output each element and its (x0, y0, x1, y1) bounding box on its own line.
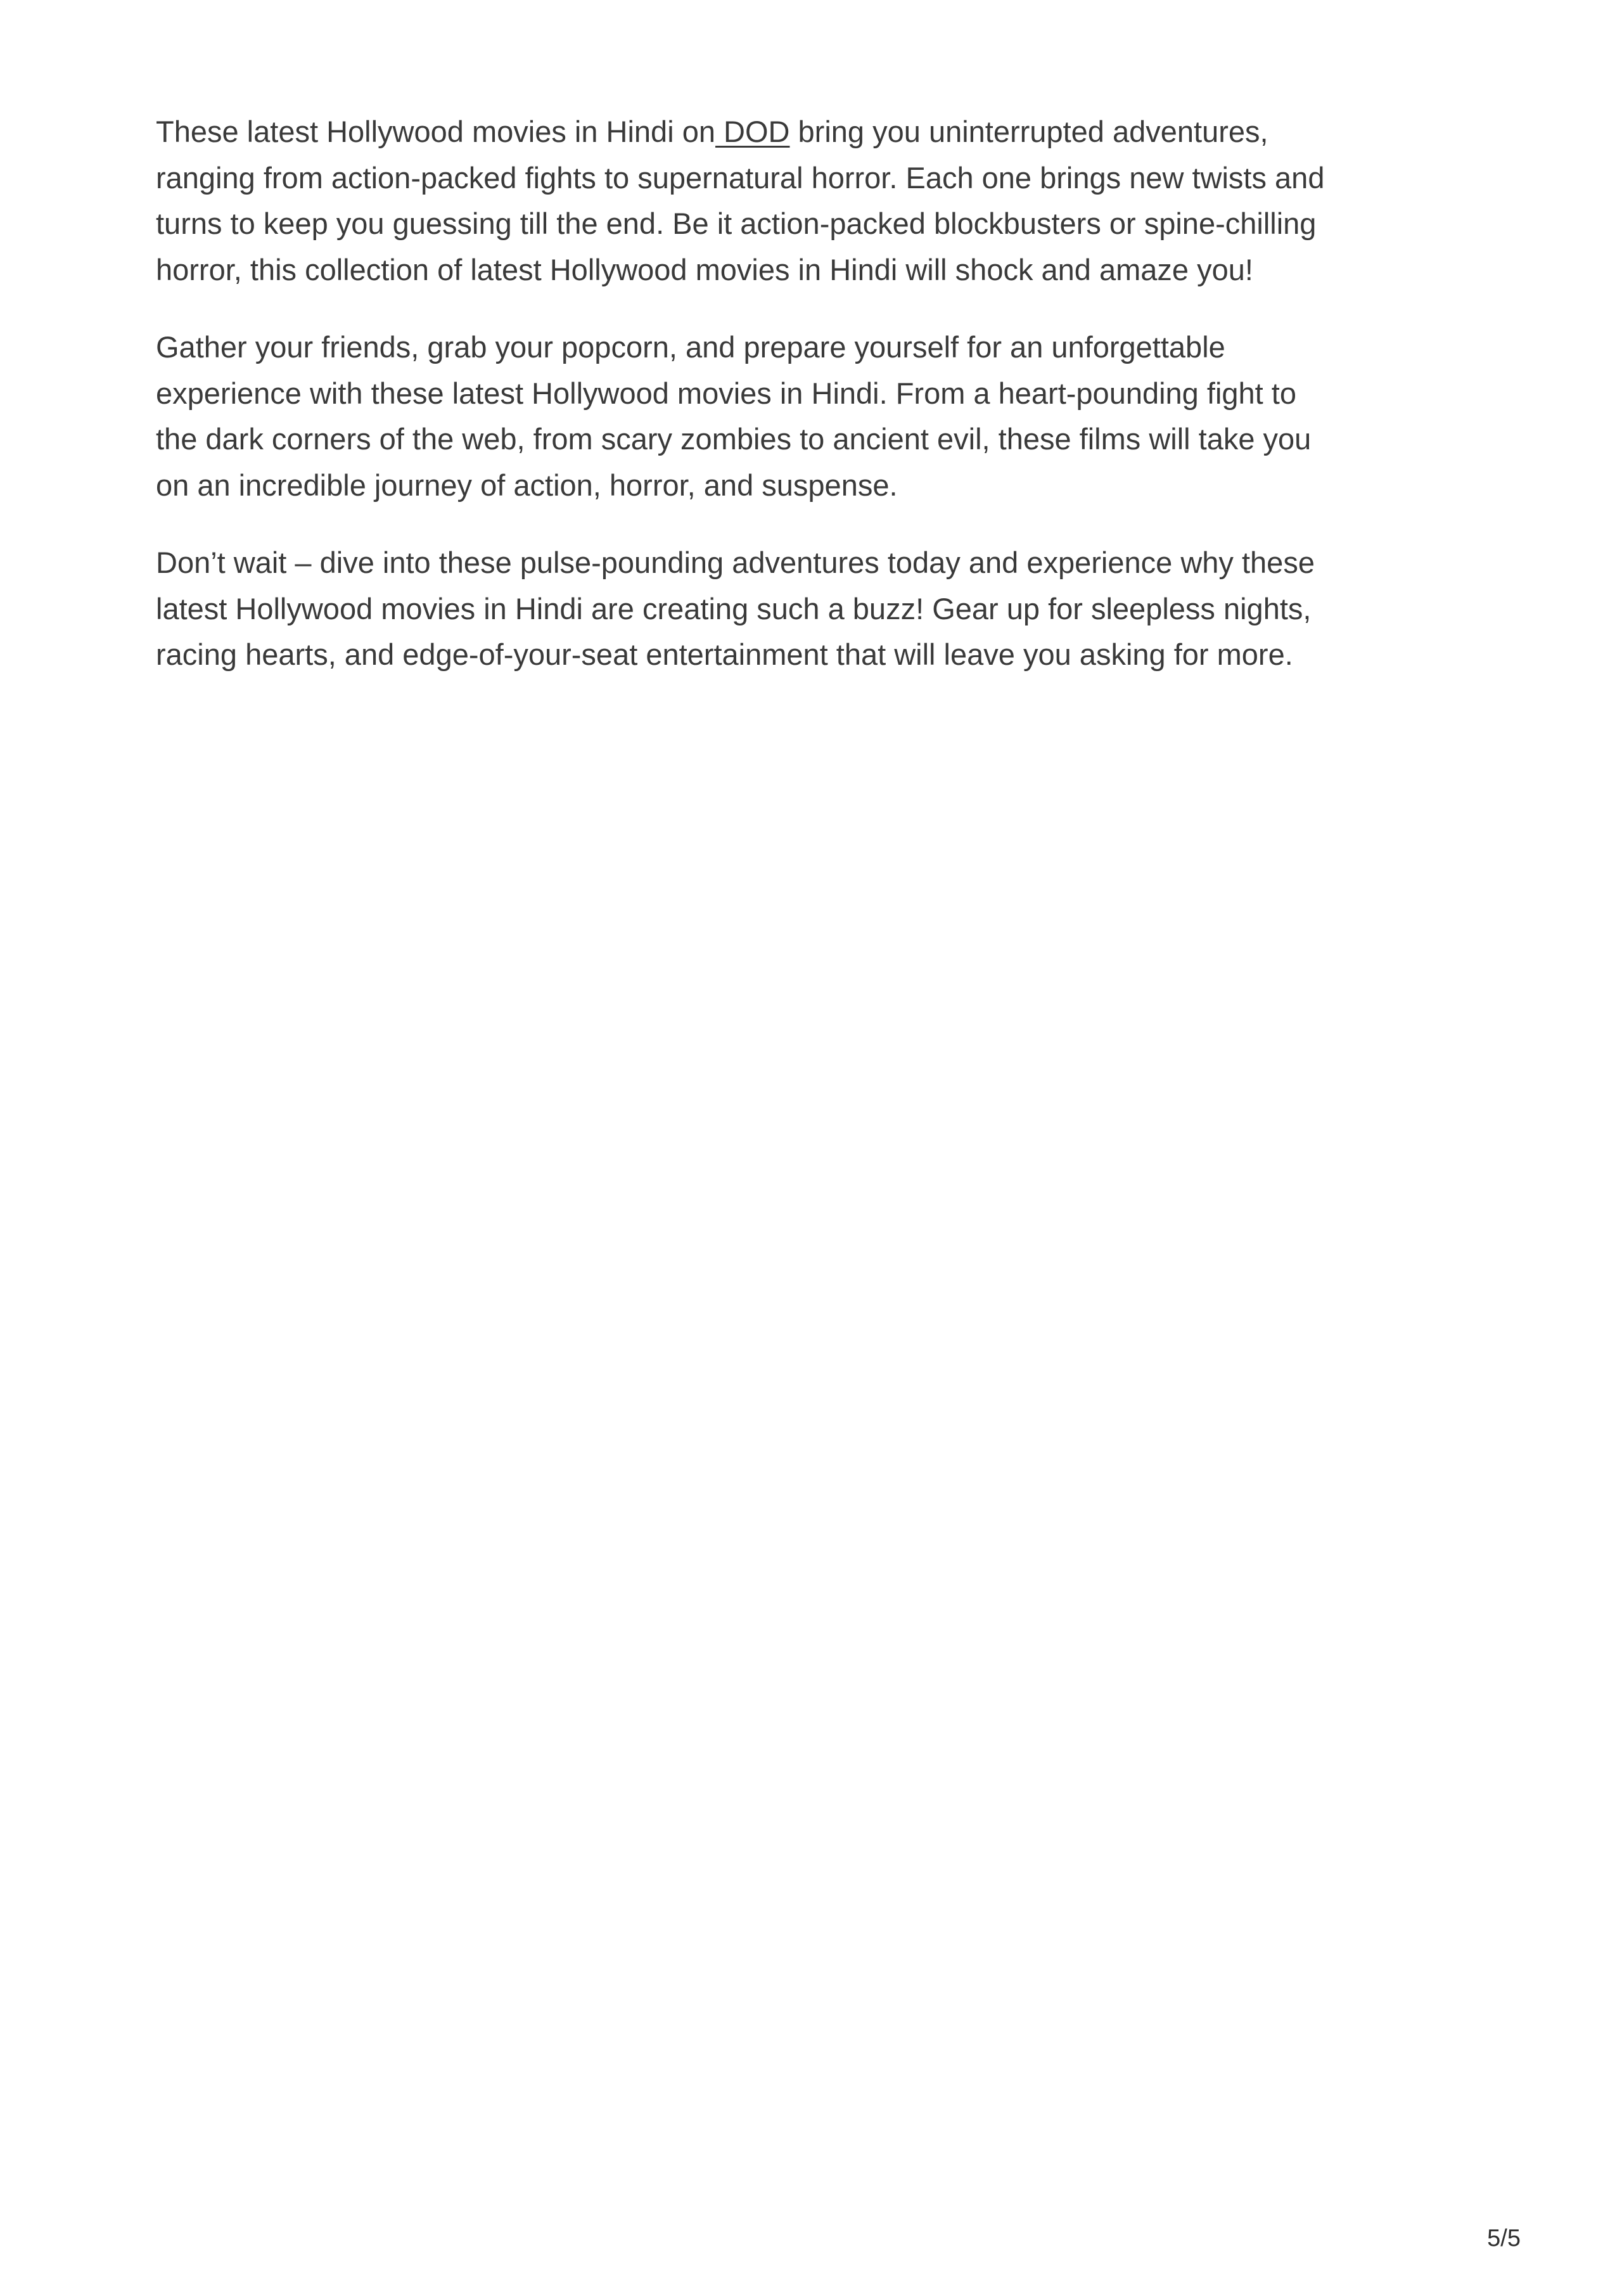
text-line: latest Hollywood movies in Hindi are creating such a buzz! Gear up for sleepless nights, (156, 591, 1312, 625)
text-segment: These latest Hollywood movies in Hindi on (156, 115, 715, 148)
document-content (156, 109, 1474, 710)
text-line: experience with these latest Hollywood movies in Hindi. From a heart-pounding fight to (156, 376, 1296, 410)
text-line: on an incredible journey of action, horror, and suspense. (156, 468, 898, 502)
text-line: Gather your friends, grab your popcorn, and prepare yourself for an unforgettable (156, 330, 1225, 364)
text-line (156, 109, 1474, 155)
text-line: Don’t wait – dive into these pulse-pounding adventures today and experience why these (156, 546, 1315, 579)
text-line: horror, this collection of latest Hollywood movies in Hindi will shock and amaze you! (156, 252, 1253, 286)
text-line: ranging from action-packed fights to supernatural horror. Each one brings new twists and (156, 160, 1325, 195)
text-line: turns to keep you guessing till the end. Be it action-packed blockbusters or spine-chilling (156, 207, 1317, 240)
paragraph-3 (156, 540, 1474, 678)
page-number: 5/5 (1487, 2225, 1521, 2252)
text-segment: bring you uninterrupted adventures, (789, 115, 1268, 148)
text-line: racing hearts, and edge-of-your-seat entertainment that will leave you asking for more. (156, 638, 1293, 671)
dod-link[interactable]: DOD (715, 115, 790, 148)
paragraph-2 (156, 324, 1474, 508)
text-line: the dark corners of the web, from scary zombies to ancient evil, these films will take you (156, 422, 1312, 456)
paragraph-1 (156, 109, 1474, 293)
